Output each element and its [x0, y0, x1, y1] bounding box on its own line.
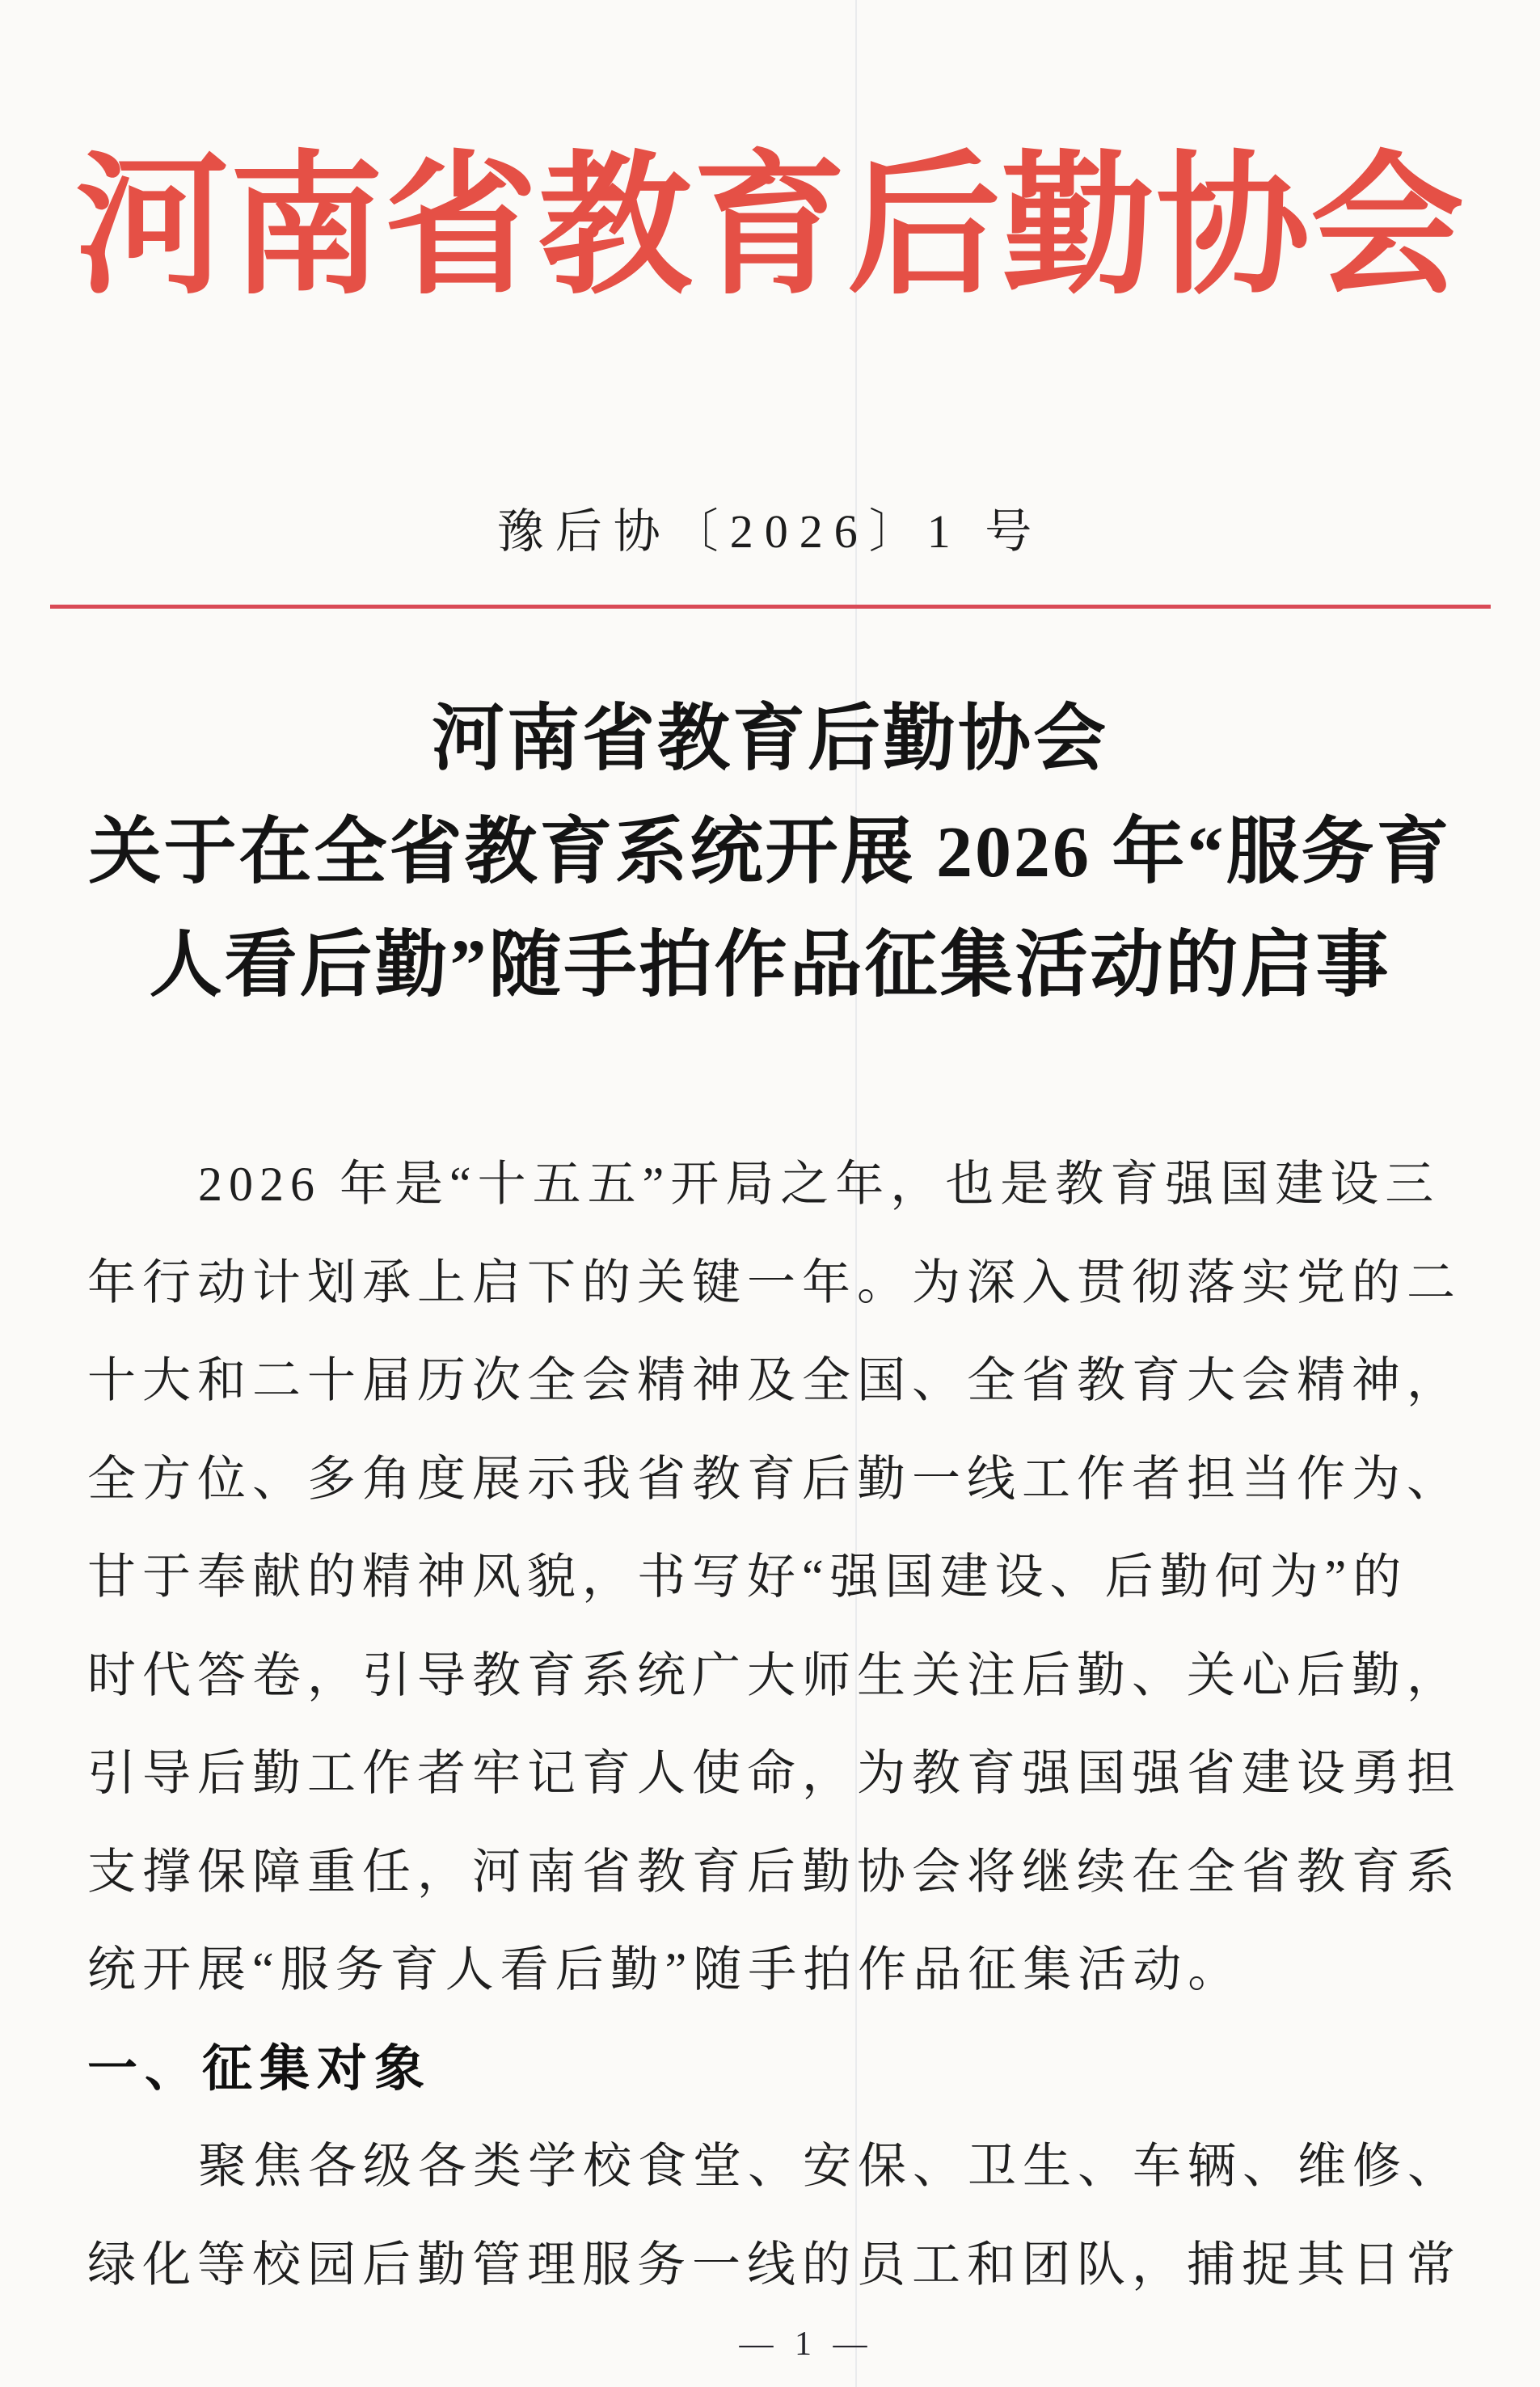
body-paragraph1-line: 引导后勤工作者牢记育人使命，为教育强国强省建设勇担 [87, 1747, 1462, 1800]
body-paragraph1-line: 时代答卷，引导教育系统广大师生关注后勤、关心后勤， [87, 1648, 1462, 1702]
document-title-line-2: 关于在全省教育系统开展 2026 年“服务育 [88, 812, 1452, 892]
document-body [87, 1136, 1483, 2314]
body-paragraph1-line: 全方位、多角度展示我省教育后勤一线工作者担当作为、 [87, 1452, 1462, 1506]
body-paragraph1-line: 甘于奉献的精神风貌，书写好“强国建设、后勤何为”的 [87, 1550, 1408, 1604]
section-heading-collection-targets: 一、征集对象 [87, 2040, 432, 2097]
body-paragraph1-line: 统开展“服务育人看后勤”随手拍作品征集活动。 [87, 1943, 1243, 1997]
page-number: — 1 — [739, 2326, 874, 2363]
body-paragraph1-line: 年行动计划承上启下的关键一年。为深入贯彻落实党的二 [87, 1255, 1462, 1309]
document-title [0, 683, 1540, 1023]
red-separator-line [50, 605, 1491, 609]
body-paragraph1-line: 支撑保障重任，河南省教育后勤协会将继续在全省教育系 [87, 1845, 1462, 1899]
document-title-line-1: 河南省教育后勤协会 [432, 699, 1108, 779]
body-paragraph1-line: 十大和二十届历次全会精神及全国、全省教育大会精神， [87, 1354, 1462, 1407]
letterhead-org-name: 河南省教育后勤协会 [74, 143, 1465, 313]
body-paragraph2-line: 绿化等校园后勤管理服务一线的员工和团队，捕捉其日常 [87, 2237, 1462, 2292]
document-title-line-3: 人看后勤”随手拍作品征集活动的启事 [149, 926, 1391, 1006]
doc-number: 豫后协〔2026〕1 号 [496, 505, 1044, 558]
body-paragraph2-line: 聚焦各级各类学校食堂、安保、卫生、车辆、维修、 [198, 2140, 1462, 2193]
body-paragraph1-line: 2026 年是“十五五”开局之年，也是教育强国建设三 [198, 1158, 1441, 1211]
